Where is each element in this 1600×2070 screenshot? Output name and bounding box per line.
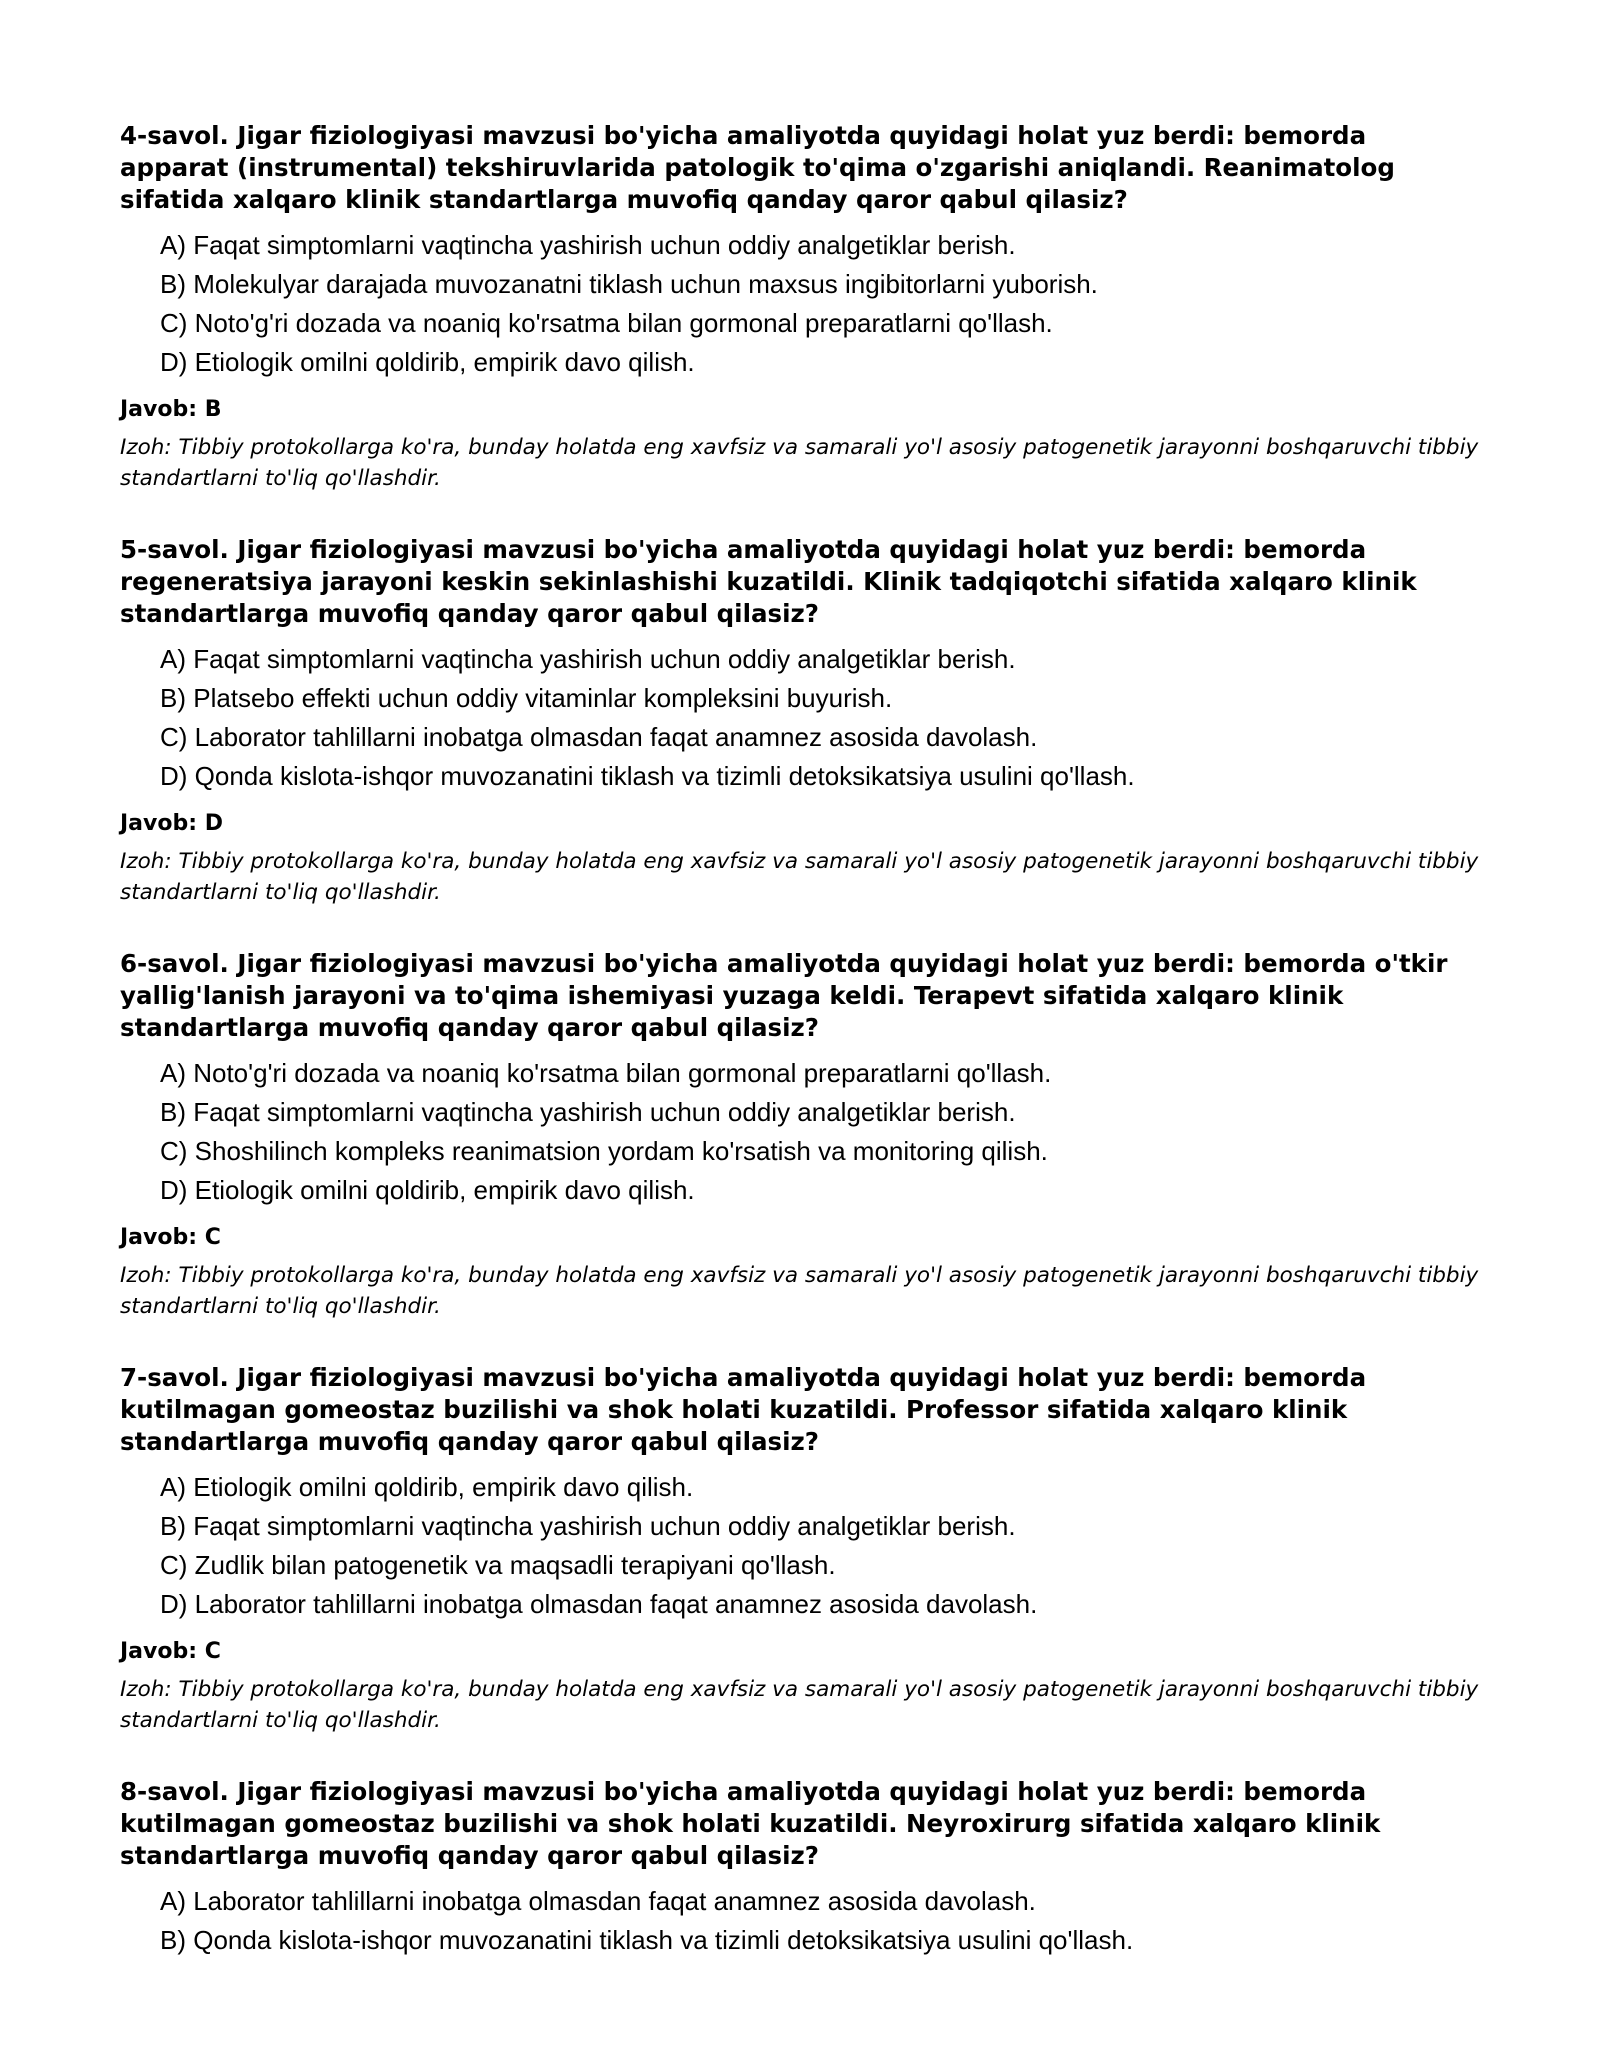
question-8 bbox=[120, 1776, 1480, 1960]
explanation: Izoh: Tibbiy protokollarga ko'ra, bunday holatda eng xavfsiz va samarali yo'l asosiy patogenetik jarayonni boshqaruvchi tibbiy standartlarni to'liq qo'llashdir. bbox=[120, 1263, 1479, 1319]
option-d: D) Etiologik omilni qoldirib, empirik davo qilish. bbox=[160, 1175, 695, 1205]
question-6 bbox=[120, 948, 1480, 1322]
option-c: C) Laborator tahlillarni inobatga olmasdan faqat anamnez asosida davolash. bbox=[160, 722, 1038, 752]
option-c: C) Noto'g'ri dozada va noaniq ko'rsatma bilan gormonal preparatlarni qo'llash. bbox=[160, 308, 1053, 338]
question-4 bbox=[120, 120, 1480, 494]
document-page bbox=[120, 120, 1480, 2000]
explanation: Izoh: Tibbiy protokollarga ko'ra, bunday holatda eng xavfsiz va samarali yo'l asosiy patogenetik jarayonni boshqaruvchi tibbiy standartlarni to'liq qo'llashdir. bbox=[120, 435, 1479, 491]
option-a: A) Laborator tahlillarni inobatga olmasdan faqat anamnez asosida davolash. bbox=[160, 1886, 1036, 1916]
question-title: 4-savol. Jigar fiziologiyasi mavzusi bo'yicha amaliyotda quyidagi holat yuz berdi: bemorda apparat (instrumental) tekshiruvlarida patologik to'qima o'zgarishi aniqlandi. Reanimatolog sifatida xalqaro klinik standartlarga muvofiq qanday qaror qabul qilasiz? bbox=[120, 121, 1395, 214]
option-c: C) Zudlik bilan patogenetik va maqsadli terapiyani qo'llash. bbox=[160, 1550, 836, 1580]
option-d: D) Qonda kislota-ishqor muvozanatini tiklash va tizimli detoksikatsiya usulini qo'llash. bbox=[160, 761, 1135, 791]
options-list bbox=[160, 1054, 1480, 1210]
option-a: A) Etiologik omilni qoldirib, empirik davo qilish. bbox=[160, 1472, 694, 1502]
question-title: 5-savol. Jigar fiziologiyasi mavzusi bo'yicha amaliyotda quyidagi holat yuz berdi: bemorda regeneratsiya jarayoni keskin sekinlashishi kuzatildi. Klinik tadqiqotchi sifatida xalqaro klinik standartlarga muvofiq qanday qaror qabul qilasiz? bbox=[120, 535, 1417, 628]
answer: Javob: C bbox=[120, 1639, 221, 1664]
option-b: B) Platsebo effekti uchun oddiy vitaminlar kompleksini buyurish. bbox=[160, 683, 893, 713]
option-b: B) Faqat simptomlarni vaqtincha yashirish uchun oddiy analgetiklar berish. bbox=[160, 1511, 1016, 1541]
option-d: D) Laborator tahlillarni inobatga olmasdan faqat anamnez asosida davolash. bbox=[160, 1589, 1038, 1619]
option-a: A) Faqat simptomlarni vaqtincha yashirish uchun oddiy analgetiklar berish. bbox=[160, 644, 1016, 674]
question-5 bbox=[120, 534, 1480, 908]
option-a: A) Noto'g'ri dozada va noaniq ko'rsatma bilan gormonal preparatlarni qo'llash. bbox=[160, 1058, 1052, 1088]
options-list bbox=[160, 1882, 1480, 1960]
options-list bbox=[160, 226, 1480, 382]
explanation: Izoh: Tibbiy protokollarga ko'ra, bunday holatda eng xavfsiz va samarali yo'l asosiy patogenetik jarayonni boshqaruvchi tibbiy standartlarni to'liq qo'llashdir. bbox=[120, 849, 1479, 905]
option-a: A) Faqat simptomlarni vaqtincha yashirish uchun oddiy analgetiklar berish. bbox=[160, 230, 1016, 260]
question-title: 8-savol. Jigar fiziologiyasi mavzusi bo'yicha amaliyotda quyidagi holat yuz berdi: bemorda kutilmagan gomeostaz buzilishi va shok holati kuzatildi. Neyroxirurg sifatida xalqaro klinik standartlarga muvofiq qanday qaror qabul qilasiz? bbox=[120, 1777, 1381, 1870]
question-7 bbox=[120, 1362, 1480, 1736]
option-b: B) Molekulyar darajada muvozanatni tiklash uchun maxsus ingibitorlarni yuborish. bbox=[160, 269, 1098, 299]
option-c: C) Shoshilinch kompleks reanimatsion yordam ko'rsatish va monitoring qilish. bbox=[160, 1136, 1048, 1166]
options-list bbox=[160, 1468, 1480, 1624]
question-title: 7-savol. Jigar fiziologiyasi mavzusi bo'yicha amaliyotda quyidagi holat yuz berdi: bemorda kutilmagan gomeostaz buzilishi va shok holati kuzatildi. Professor sifatida xalqaro klinik standartlarga muvofiq qanday qaror qabul qilasiz? bbox=[120, 1363, 1367, 1456]
answer: Javob: B bbox=[120, 397, 222, 422]
options-list bbox=[160, 640, 1480, 796]
option-b: B) Faqat simptomlarni vaqtincha yashirish uchun oddiy analgetiklar berish. bbox=[160, 1097, 1016, 1127]
answer: Javob: C bbox=[120, 1225, 221, 1250]
option-d: D) Etiologik omilni qoldirib, empirik davo qilish. bbox=[160, 347, 695, 377]
answer: Javob: D bbox=[120, 811, 223, 836]
explanation: Izoh: Tibbiy protokollarga ko'ra, bunday holatda eng xavfsiz va samarali yo'l asosiy patogenetik jarayonni boshqaruvchi tibbiy standartlarni to'liq qo'llashdir. bbox=[120, 1677, 1479, 1733]
option-b: B) Qonda kislota-ishqor muvozanatini tiklash va tizimli detoksikatsiya usulini qo'llash. bbox=[160, 1925, 1134, 1955]
question-title: 6-savol. Jigar fiziologiyasi mavzusi bo'yicha amaliyotda quyidagi holat yuz berdi: bemorda o'tkir yallig'lanish jarayoni va to'qima ishemiyasi yuzaga keldi. Terapevt sifatida xalqaro klinik standartlarga muvofiq qanday qaror qabul qilasiz? bbox=[120, 949, 1448, 1042]
